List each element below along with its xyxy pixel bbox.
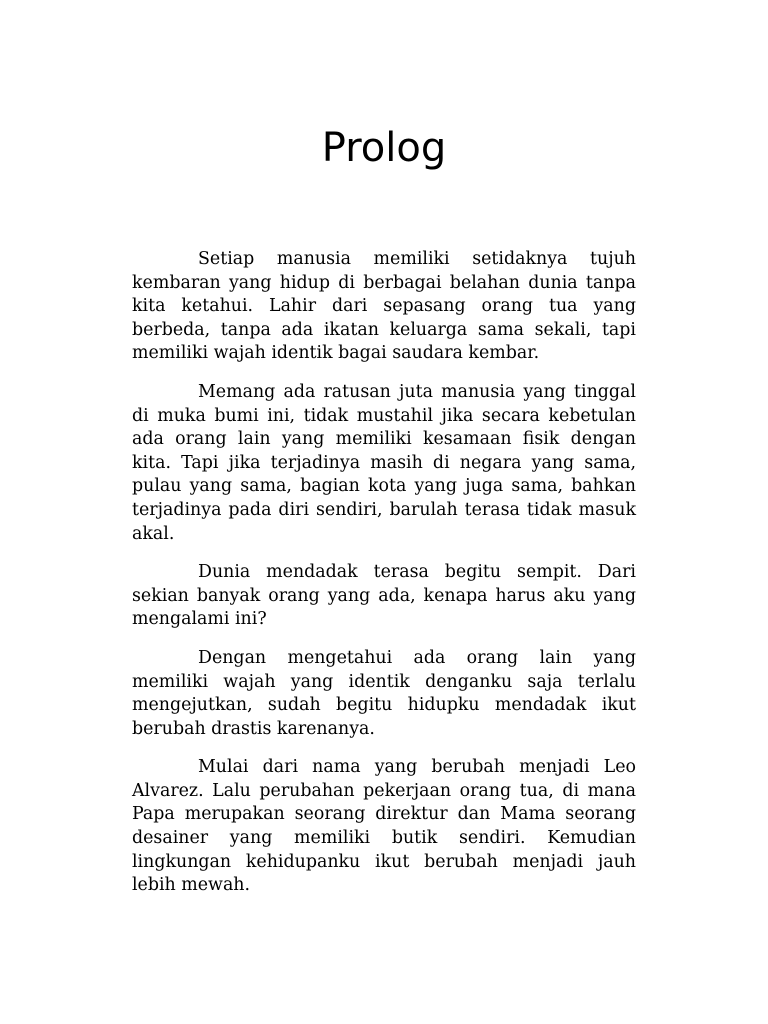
chapter-title: Prolog bbox=[321, 125, 447, 171]
paragraph: Dengan mengetahui ada orang lain yang memiliki wajah yang identik denganku saja terlalu mengejutkan, sudah begitu hidupku mendadak ikut berubah drastis karenanya. bbox=[132, 647, 636, 739]
paragraph: Dunia mendadak terasa begitu sempit. Dari sekian banyak orang yang ada, kenapa harus aku yang mengalami ini? bbox=[132, 562, 636, 630]
paragraph: Setiap manusia memiliki setidaknya tujuh kembaran yang hidup di berbagai belahan dunia tanpa kita ketahui. Lahir dari sepasang orang tua yang berbeda, tanpa ada ikatan keluarga sama sekali, tapi memiliki wajah identik bagai saudara kembar. bbox=[132, 249, 636, 364]
chapter-body bbox=[132, 248, 636, 913]
paragraph: Mulai dari nama yang berubah menjadi Leo Alvarez. Lalu perubahan pekerjaan orang tua, di mana Papa merupakan seorang direktur dan Mama seorang desainer yang memiliki butik sendiri. Kemudian lingkungan kehidupanku ikut berubah menjadi jauh lebih mewah. bbox=[132, 757, 636, 896]
paragraph: Memang ada ratusan juta manusia yang tinggal di muka bumi ini, tidak mustahil jika secara kebetulan ada orang lain yang memiliki kesamaan fisik dengan kita. Tapi jika terjadinya masih di negara yang sama, pulau yang sama, bagian kota yang juga sama, bahkan terjadinya pada diri sendiri, barulah terasa tidak masuk akal. bbox=[132, 381, 636, 544]
